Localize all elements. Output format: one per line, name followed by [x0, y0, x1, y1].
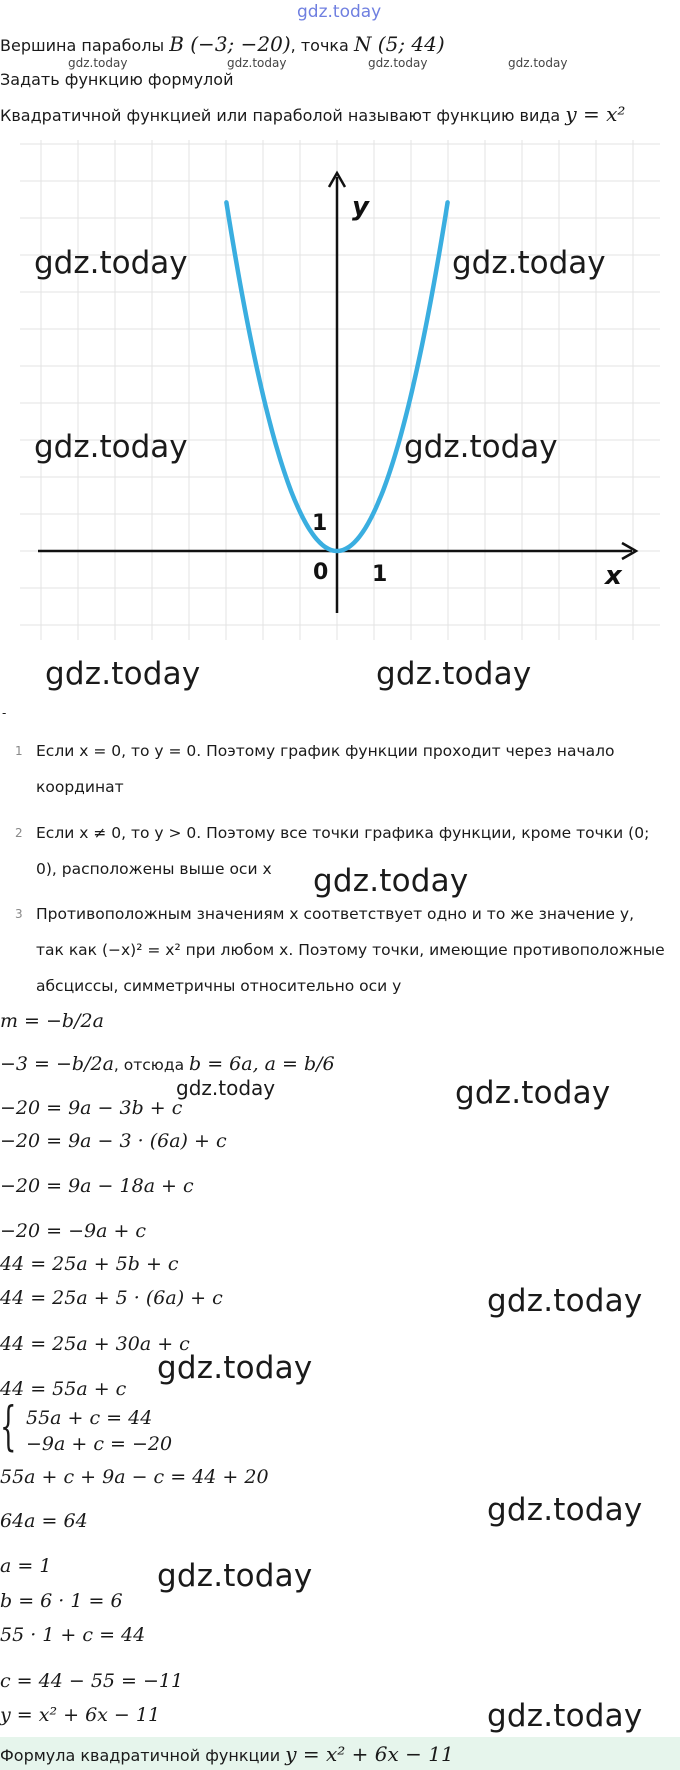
system-brace: {	[0, 1397, 17, 1457]
graph-watermark: gdz.today	[404, 429, 558, 465]
equation-line: 44 = 25a + 5b + c	[0, 1253, 179, 1275]
watermark: gdz.today	[45, 656, 201, 692]
watermark: gdz.today	[455, 1075, 611, 1111]
graph-watermark: gdz.today	[452, 245, 606, 281]
grid	[20, 140, 660, 640]
watermark: gdz.today	[157, 1350, 313, 1386]
equation-line: 44 = 25a + 30a + c	[0, 1333, 190, 1355]
step1-left: −3 = −b/2a	[0, 1053, 114, 1075]
point-formula: N (5; 44)	[353, 32, 445, 56]
y-axis-label: y	[352, 192, 369, 222]
watermark: gdz.today	[313, 863, 469, 899]
watermark: gdz.today	[157, 1558, 313, 1594]
separator-dash: -	[2, 706, 7, 720]
graph-watermark: gdz.today	[34, 429, 188, 465]
step1-right: b = 6a, a = b/6	[189, 1053, 335, 1075]
final-formula: y = x² + 6x − 11	[285, 1742, 454, 1766]
equation-line: y = x² + 6x − 11	[0, 1704, 161, 1726]
system-equation: −9a + c = −20	[26, 1433, 173, 1455]
equation-line: a = 1	[0, 1555, 52, 1577]
equation-line: −20 = −9a + c	[0, 1220, 147, 1242]
m-formula: m = −b/2a	[0, 1010, 104, 1032]
small-watermark: gdz.today	[227, 56, 287, 70]
origin-label: 0	[313, 560, 329, 585]
equation-line: 55a + c + 9a − c = 44 + 20	[0, 1466, 269, 1488]
final-text: Формула квадратичной функции	[0, 1746, 286, 1765]
equation-line: −20 = 9a − 3 · (6a) + c	[0, 1130, 227, 1152]
list-number: 3	[15, 907, 23, 921]
header-watermark: gdz.today	[297, 2, 382, 22]
system-equation: 55a + c = 44	[26, 1407, 153, 1429]
x-unit-label: 1	[372, 562, 388, 587]
list-number: 1	[15, 744, 23, 758]
list-item: Если x ≠ 0, то y > 0. Поэтому все точки графика функции, кроме точки (0; 0), расположены выше оси x	[36, 824, 650, 878]
watermark: gdz.today	[487, 1698, 643, 1734]
equation-line: 44 = 55a + c	[0, 1378, 127, 1400]
equation-line: 64a = 64	[0, 1510, 88, 1532]
step1-mid: , отсюда	[113, 1056, 189, 1074]
parabola-graph	[0, 130, 680, 650]
equation-line: −20 = 9a − 18a + c	[0, 1175, 194, 1197]
small-watermark: gdz.today	[176, 1076, 276, 1100]
equation-line: −20 = 9a − 3b + c	[0, 1097, 183, 1119]
problem-middle: , точка	[290, 36, 354, 55]
watermark: gdz.today	[376, 656, 532, 692]
y-unit-label: 1	[312, 511, 328, 536]
definition	[0, 102, 625, 126]
task-title: Задать функцию формулой	[0, 70, 234, 89]
graph-watermark: gdz.today	[34, 245, 188, 281]
list-item: Если x = 0, то y = 0. Поэтому график функции проходит через начало координат	[36, 742, 615, 796]
equation-line: b = 6 · 1 = 6	[0, 1590, 123, 1612]
definition-formula: y = x²	[565, 102, 626, 126]
step1	[0, 1053, 335, 1075]
small-watermark: gdz.today	[508, 56, 568, 70]
x-axis-label: x	[605, 561, 622, 591]
equation-line: 44 = 25a + 5 · (6a) + c	[0, 1287, 223, 1309]
equation-line: 55 · 1 + c = 44	[0, 1624, 146, 1646]
small-watermark: gdz.today	[68, 56, 128, 70]
list-number: 2	[15, 826, 23, 840]
problem-prefix: Вершина параболы	[0, 36, 170, 55]
small-watermark: gdz.today	[368, 56, 428, 70]
list-item: Противоположным значениям x соответствует одно и то же значение y, так как (−x)² = x² при любом x. Поэтому точки, имеющие противоположные абсциссы, симметричны относительно оси y	[36, 905, 665, 995]
definition-text: Квадратичной функцией или параболой называют функцию вида	[0, 106, 566, 125]
final-answer	[0, 1737, 680, 1770]
watermark: gdz.today	[487, 1283, 643, 1319]
vertex-formula: B (−3; −20)	[169, 32, 291, 56]
problem-statement	[0, 32, 445, 56]
watermark: gdz.today	[487, 1492, 643, 1528]
equation-line: c = 44 − 55 = −11	[0, 1670, 184, 1692]
